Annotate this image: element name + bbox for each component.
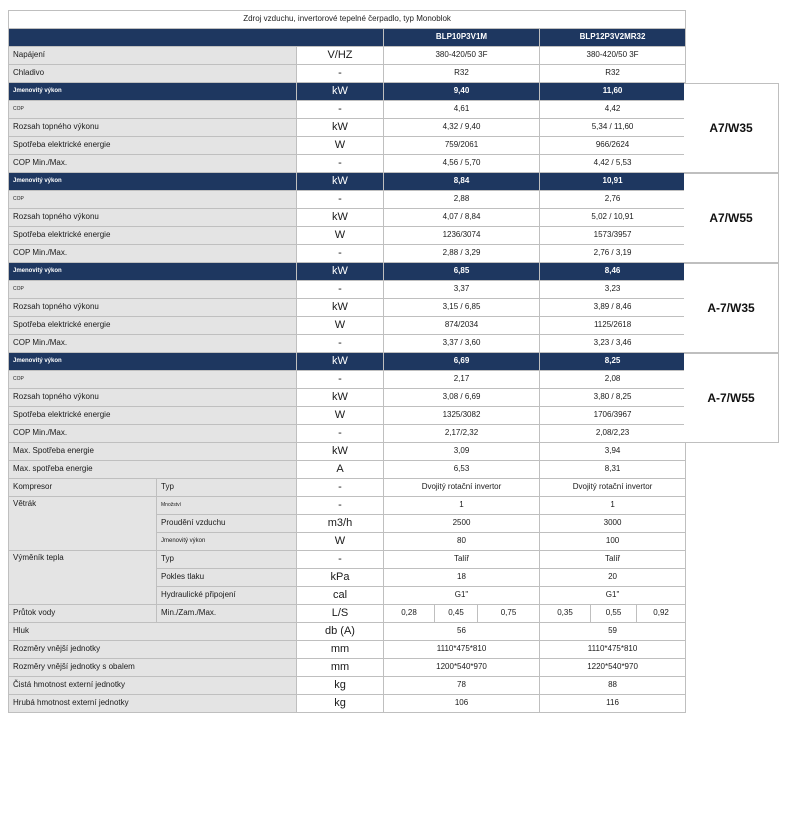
row-value-1: 56 (384, 623, 540, 641)
row-value-2: 5,02 / 10,91 (540, 209, 686, 227)
row-unit: kg (297, 695, 384, 713)
row-unit: mm (297, 659, 384, 677)
row-value-2: 88 (540, 677, 686, 695)
condition-label: A-7/W35 (684, 263, 779, 353)
row-value-1: Dvojitý rotační invertor (384, 479, 540, 497)
row-value-1: 1236/3074 (384, 227, 540, 245)
row-label: Rozsah topného výkonu (9, 299, 297, 317)
row-value-1: 4,07 / 8,84 (384, 209, 540, 227)
row-unit: kW (297, 389, 384, 407)
row-sublabel: Typ (157, 551, 297, 569)
row-label: Max. spotřeba energie (9, 461, 297, 479)
row-unit: kg (297, 677, 384, 695)
row-value-2: G1" (540, 587, 686, 605)
row-label: Jmenovitý výkon (9, 83, 297, 101)
row-value-1: 2,88 (384, 191, 540, 209)
group-header-row (9, 263, 686, 281)
flow-nom-1: 0,45 (435, 605, 478, 623)
row-value-2: 59 (540, 623, 686, 641)
flow-max-2: 0,92 (637, 605, 686, 623)
row-label: Chladivo (9, 65, 297, 83)
group-header-row (9, 353, 686, 371)
model-1-header: BLP10P3V1M (384, 29, 540, 47)
row-unit: W (297, 137, 384, 155)
table-row (9, 605, 686, 623)
row-unit: kW (297, 173, 384, 191)
row-value-1: 2,17 (384, 371, 540, 389)
row-label: Jmenovitý výkon (9, 173, 297, 191)
row-value-1: 380-420/50 3F (384, 47, 540, 65)
row-value-1: 1110*475*810 (384, 641, 540, 659)
table-title: Zdroj vzduchu, invertorové tepelné čerpadlo, typ Monoblok (9, 11, 686, 29)
row-label: Max. Spotřeba energie (9, 443, 297, 461)
row-unit: - (297, 281, 384, 299)
row-unit: V/HZ (297, 47, 384, 65)
row-label: Jmenovitý výkon (9, 353, 297, 371)
row-label: Výměník tepla (9, 551, 157, 605)
row-value-1: 6,85 (384, 263, 540, 281)
row-label: COP Min./Max. (9, 425, 297, 443)
flow-min-1: 0,28 (384, 605, 435, 623)
table-row (9, 695, 686, 713)
row-value-2: 4,42 (540, 101, 686, 119)
row-label: Rozměry vnější jednotky s obalem (9, 659, 297, 677)
row-unit: W (297, 407, 384, 425)
table-row (9, 425, 686, 443)
table-row (9, 155, 686, 173)
row-value-2: 11,60 (540, 83, 686, 101)
row-label: Spotřeba elektrické energie (9, 407, 297, 425)
table-row (9, 245, 686, 263)
table-row (9, 137, 686, 155)
row-value-2: 2,08 (540, 371, 686, 389)
condition-label: A7/W35 (684, 83, 779, 173)
row-value-2: 1573/3957 (540, 227, 686, 245)
row-sublabel: Hydraulické připojení (157, 587, 297, 605)
table-row (9, 479, 686, 497)
row-unit: db (A) (297, 623, 384, 641)
table-row (9, 371, 686, 389)
row-value-1: 4,56 / 5,70 (384, 155, 540, 173)
row-unit: W (297, 227, 384, 245)
row-value-1: Talíř (384, 551, 540, 569)
row-label: Spotřeba elektrické energie (9, 227, 297, 245)
row-unit: W (297, 317, 384, 335)
row-value-2: 116 (540, 695, 686, 713)
row-unit: - (297, 335, 384, 353)
row-label: COP (9, 101, 297, 119)
header-blank (9, 29, 384, 47)
row-value-2: Talíř (540, 551, 686, 569)
spec-sheet (8, 10, 685, 713)
row-unit: W (297, 533, 384, 551)
row-label: Rozsah topného výkonu (9, 389, 297, 407)
row-sublabel: Pokles tlaku (157, 569, 297, 587)
row-value-2: 3,94 (540, 443, 686, 461)
row-value-1: 3,37 (384, 281, 540, 299)
row-unit: kW (297, 263, 384, 281)
row-label: Rozsah topného výkonu (9, 209, 297, 227)
row-value-2: 8,31 (540, 461, 686, 479)
row-unit: - (297, 371, 384, 389)
row-label: Spotřeba elektrické energie (9, 137, 297, 155)
row-value-1: 18 (384, 569, 540, 587)
row-value-2: 966/2624 (540, 137, 686, 155)
row-label: Průtok vody (9, 605, 157, 623)
row-unit: cal (297, 587, 384, 605)
row-unit: - (297, 245, 384, 263)
row-value-2: 8,25 (540, 353, 686, 371)
row-label: COP (9, 281, 297, 299)
row-value-1: 6,53 (384, 461, 540, 479)
row-label: Rozměry vnější jednotky (9, 641, 297, 659)
row-label: COP Min./Max. (9, 245, 297, 263)
row-value-2: 2,76 (540, 191, 686, 209)
row-value-2: 2,76 / 3,19 (540, 245, 686, 263)
row-value-1: 2500 (384, 515, 540, 533)
row-value-1: 2,17/2,32 (384, 425, 540, 443)
row-value-1: 3,37 / 3,60 (384, 335, 540, 353)
row-unit: kW (297, 443, 384, 461)
row-sublabel: Proudění vzduchu (157, 515, 297, 533)
row-label: Hluk (9, 623, 297, 641)
row-value-1: 1200*540*970 (384, 659, 540, 677)
table-row (9, 317, 686, 335)
row-unit: kW (297, 353, 384, 371)
table-row (9, 389, 686, 407)
row-unit: - (297, 65, 384, 83)
table-row (9, 65, 686, 83)
row-unit: - (297, 425, 384, 443)
condition-label: A-7/W55 (684, 353, 779, 443)
row-unit: - (297, 479, 384, 497)
condition-label: A7/W55 (684, 173, 779, 263)
row-value-2: 3000 (540, 515, 686, 533)
table-row (9, 119, 686, 137)
row-value-1: 2,88 / 3,29 (384, 245, 540, 263)
table-row (9, 659, 686, 677)
row-value-1: 4,61 (384, 101, 540, 119)
row-label: Jmenovitý výkon (9, 263, 297, 281)
table-row (9, 551, 686, 569)
table-row (9, 101, 686, 119)
row-unit: - (297, 497, 384, 515)
table-row (9, 191, 686, 209)
row-label: Větrák (9, 497, 157, 551)
table-row (9, 641, 686, 659)
row-label: Spotřeba elektrické energie (9, 317, 297, 335)
row-sublabel: Jmenovitý výkon (157, 533, 297, 551)
row-unit: - (297, 101, 384, 119)
row-value-1: 1 (384, 497, 540, 515)
row-unit: - (297, 155, 384, 173)
table-row (9, 677, 686, 695)
row-value-2: 2,08/2,23 (540, 425, 686, 443)
row-label: Čistá hmotnost externí jednotky (9, 677, 297, 695)
row-value-1: 3,08 / 6,69 (384, 389, 540, 407)
row-value-2: 3,80 / 8,25 (540, 389, 686, 407)
row-unit: L/S (297, 605, 384, 623)
row-value-1: 9,40 (384, 83, 540, 101)
flow-max-1: 0,75 (478, 605, 540, 623)
row-value-1: 1325/3082 (384, 407, 540, 425)
table-row (9, 281, 686, 299)
row-value-2: 100 (540, 533, 686, 551)
row-value-2: 8,46 (540, 263, 686, 281)
row-unit: - (297, 551, 384, 569)
row-unit: kW (297, 299, 384, 317)
row-value-1: 78 (384, 677, 540, 695)
row-value-1: 874/2034 (384, 317, 540, 335)
row-label: Napájení (9, 47, 297, 65)
row-value-1: G1" (384, 587, 540, 605)
row-label: Hrubá hmotnost externí jednotky (9, 695, 297, 713)
table-row (9, 47, 686, 65)
row-value-1: 6,69 (384, 353, 540, 371)
group-header-row (9, 173, 686, 191)
row-unit: kW (297, 209, 384, 227)
row-label: Kompresor (9, 479, 157, 497)
row-value-2: 10,91 (540, 173, 686, 191)
row-value-1: 3,15 / 6,85 (384, 299, 540, 317)
row-unit: - (297, 191, 384, 209)
row-value-2: 3,23 / 3,46 (540, 335, 686, 353)
model-2-header: BLP12P3V2MR32 (540, 29, 686, 47)
row-sublabel: Typ (157, 479, 297, 497)
row-value-2: 1110*475*810 (540, 641, 686, 659)
row-value-2: 1125/2618 (540, 317, 686, 335)
table-row (9, 209, 686, 227)
row-label: COP Min./Max. (9, 155, 297, 173)
row-unit: m3/h (297, 515, 384, 533)
table-row (9, 461, 686, 479)
table-row (9, 497, 686, 515)
row-value-2: 380-420/50 3F (540, 47, 686, 65)
row-sublabel: Min./Zam./Max. (157, 605, 297, 623)
row-value-1: 4,32 / 9,40 (384, 119, 540, 137)
row-value-2: 3,23 (540, 281, 686, 299)
row-value-1: 8,84 (384, 173, 540, 191)
table-row (9, 335, 686, 353)
row-label: COP (9, 371, 297, 389)
row-value-1: 759/2061 (384, 137, 540, 155)
row-label: COP (9, 191, 297, 209)
table-row (9, 227, 686, 245)
row-unit: kW (297, 119, 384, 137)
row-value-2: 4,42 / 5,53 (540, 155, 686, 173)
row-unit: A (297, 461, 384, 479)
table-row (9, 407, 686, 425)
row-value-2: 20 (540, 569, 686, 587)
row-value-2: 5,34 / 11,60 (540, 119, 686, 137)
flow-nom-2: 0,55 (591, 605, 637, 623)
row-value-2: 1706/3967 (540, 407, 686, 425)
row-label: Rozsah topného výkonu (9, 119, 297, 137)
row-value-1: 80 (384, 533, 540, 551)
row-unit: kPa (297, 569, 384, 587)
spec-table (8, 10, 686, 713)
row-value-1: R32 (384, 65, 540, 83)
row-label: COP Min./Max. (9, 335, 297, 353)
row-value-2: R32 (540, 65, 686, 83)
flow-min-2: 0,35 (540, 605, 591, 623)
table-row (9, 623, 686, 641)
row-value-2: 3,89 / 8,46 (540, 299, 686, 317)
row-value-1: 106 (384, 695, 540, 713)
row-unit: mm (297, 641, 384, 659)
table-row (9, 443, 686, 461)
group-header-row (9, 83, 686, 101)
row-value-2: Dvojitý rotační invertor (540, 479, 686, 497)
row-sublabel: Množství (157, 497, 297, 515)
row-value-2: 1220*540*970 (540, 659, 686, 677)
row-unit: kW (297, 83, 384, 101)
row-value-2: 1 (540, 497, 686, 515)
row-value-1: 3,09 (384, 443, 540, 461)
table-row (9, 299, 686, 317)
